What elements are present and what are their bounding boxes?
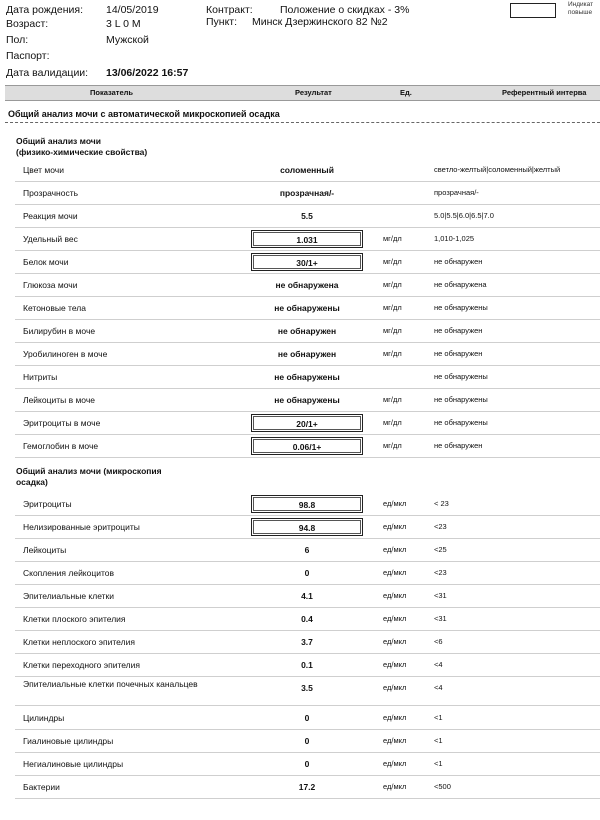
row-result: не обнаружены [274, 303, 340, 313]
passport-label: Паспорт: [6, 50, 50, 62]
row-result: 3.7 [301, 637, 313, 647]
row-divider [15, 319, 600, 320]
table-row [15, 321, 600, 343]
row-unit: ед/мкл [383, 522, 407, 531]
table-row [15, 517, 600, 539]
row-indicator-name: Билирубин в моче [23, 326, 96, 336]
row-result: 94.8 [251, 518, 363, 536]
row-reference: не обнаружен [434, 349, 483, 358]
col-unit: Ед. [400, 88, 412, 97]
row-unit: мг/дл [383, 326, 402, 335]
row-reference: <4 [434, 660, 443, 669]
table-row [15, 229, 600, 251]
row-result: не обнаружена [275, 280, 339, 290]
row-unit: мг/дл [383, 257, 402, 266]
row-indicator-name: Эритроциты в моче [23, 418, 101, 428]
row-result: 0 [304, 713, 310, 723]
row-indicator-name: Лейкоциты [23, 545, 67, 555]
row-reference: <23 [434, 568, 447, 577]
main-title-divider [5, 122, 600, 123]
section2-title-line2: осадка) [16, 477, 48, 487]
main-title: Общий анализ мочи с автоматической микроскопией осадка [8, 109, 280, 119]
section1-title-line2: (физико-химические свойства) [16, 147, 148, 157]
dob-value: 14/05/2019 [106, 4, 159, 16]
row-unit: ед/мкл [383, 782, 407, 791]
row-reference: <31 [434, 614, 447, 623]
row-result: 3.5 [301, 683, 313, 693]
row-indicator-name: Эпителиальные клетки [23, 591, 114, 601]
row-divider [15, 365, 600, 366]
table-row [15, 298, 600, 320]
row-unit: мг/дл [383, 441, 402, 450]
row-unit: ед/мкл [383, 591, 407, 600]
row-divider [15, 227, 600, 228]
row-unit: ед/мкл [383, 713, 407, 722]
table-row [15, 731, 600, 753]
row-reference: <4 [434, 683, 443, 692]
section1-title-line1: Общий анализ мочи [16, 136, 101, 146]
row-result: 98.8 [251, 495, 363, 513]
table-row [15, 777, 600, 799]
table-row [15, 563, 600, 585]
row-indicator-name: Удельный вес [23, 234, 78, 244]
row-indicator-name: Кетоновые тела [23, 303, 86, 313]
row-divider [15, 630, 600, 631]
row-indicator-name: Цилиндры [23, 713, 65, 723]
row-reference: не обнаружена [434, 280, 487, 289]
row-reference: не обнаружены [434, 418, 488, 427]
row-indicator-name: Нелизированные эритроциты [23, 522, 140, 532]
row-indicator-name: Негиалиновые цилиндры [23, 759, 124, 769]
row-result: не обнаружен [277, 326, 337, 336]
validation-date: 13/06/2022 16:57 [106, 67, 189, 79]
row-divider [15, 798, 600, 799]
row-reference: <1 [434, 736, 443, 745]
row-result: 0 [304, 736, 310, 746]
row-indicator-name: Белок мочи [23, 257, 69, 267]
row-unit: мг/дл [383, 234, 402, 243]
row-result: 17.2 [298, 782, 316, 792]
section2-title-line1: Общий анализ мочи (микроскопия [16, 466, 162, 476]
row-divider [15, 434, 600, 435]
table-row [15, 586, 600, 608]
col-result: Результат [295, 88, 332, 97]
table-row [15, 183, 600, 205]
row-unit: ед/мкл [383, 759, 407, 768]
col-indicator: Показатель [90, 88, 134, 97]
row-reference: <1 [434, 759, 443, 768]
row-indicator-name: Эритроциты [23, 499, 72, 509]
row-indicator-name: Глюкоза мочи [23, 280, 78, 290]
row-divider [15, 676, 600, 677]
table-row [15, 390, 600, 412]
sex-label: Пол: [6, 34, 29, 46]
point-value: Минск Дзержинского 82 №2 [252, 16, 388, 28]
section1-title [16, 136, 147, 158]
row-result: 4.1 [301, 591, 313, 601]
table-row [15, 413, 600, 435]
dob-label: Дата рождения: [6, 4, 83, 16]
row-divider [15, 457, 600, 458]
row-divider [15, 607, 600, 608]
row-result: 0.06/1+ [251, 437, 363, 455]
row-divider [15, 538, 600, 539]
row-result: прозрачная/- [279, 188, 335, 198]
row-divider [15, 342, 600, 343]
row-reference: <23 [434, 522, 447, 531]
row-divider [15, 181, 600, 182]
row-result: не обнаружены [274, 372, 340, 382]
table-row [15, 344, 600, 366]
row-result: 30/1+ [251, 253, 363, 271]
contract-value: Положение о скидках - 3% [280, 4, 410, 16]
row-divider [15, 705, 600, 706]
table-row [15, 275, 600, 297]
section2-title [16, 466, 162, 488]
row-result: 6 [304, 545, 310, 555]
table-row [15, 632, 600, 654]
row-reference: прозрачная/- [434, 188, 479, 197]
table-row [15, 678, 600, 706]
row-reference: <6 [434, 637, 443, 646]
row-divider [15, 775, 600, 776]
row-divider [15, 653, 600, 654]
row-indicator-name: Реакция мочи [23, 211, 78, 221]
row-unit: ед/мкл [383, 614, 407, 623]
validation-label: Дата валидации: [6, 67, 89, 79]
row-unit: мг/дл [383, 280, 402, 289]
legend-line-2: повыше [568, 9, 593, 16]
col-reference: Референтный интерва [502, 88, 587, 97]
row-divider [15, 515, 600, 516]
table-row [15, 708, 600, 730]
table-row [15, 540, 600, 562]
legend-line-1: Индикат [568, 1, 594, 8]
row-result: 0.4 [301, 614, 313, 624]
row-reference: <1 [434, 713, 443, 722]
table-row [15, 494, 600, 516]
row-indicator-name: Уробилиноген в моче [23, 349, 108, 359]
table-row [15, 206, 600, 228]
row-result: 1.031 [251, 230, 363, 248]
row-indicator-name: Гемоглобин в моче [23, 441, 99, 451]
row-unit: мг/дл [383, 418, 402, 427]
table-row [15, 367, 600, 389]
age-label: Возраст: [6, 18, 49, 30]
row-unit: ед/мкл [383, 660, 407, 669]
row-reference: < 23 [434, 499, 449, 508]
row-divider [15, 250, 600, 251]
table-row [15, 252, 600, 274]
row-reference: не обнаружен [434, 441, 483, 450]
row-result: не обнаружены [274, 395, 340, 405]
row-reference: не обнаружены [434, 372, 488, 381]
row-reference: 5.0|5.5|6.0|6.5|7.0 [434, 211, 494, 220]
row-indicator-name: Лейкоциты в моче [23, 395, 95, 405]
table-row [15, 754, 600, 776]
row-divider [15, 388, 600, 389]
row-reference: <500 [434, 782, 451, 791]
point-label: Пункт: [206, 16, 238, 28]
row-reference: <31 [434, 591, 447, 600]
table-row [15, 655, 600, 677]
row-unit: ед/мкл [383, 736, 407, 745]
row-divider [15, 411, 600, 412]
row-unit: ед/мкл [383, 637, 407, 646]
row-result: не обнаружен [277, 349, 337, 359]
row-reference: не обнаружен [434, 257, 483, 266]
row-unit: ед/мкл [383, 499, 407, 508]
row-reference: <25 [434, 545, 447, 554]
row-result: 0 [304, 568, 310, 578]
row-divider [15, 204, 600, 205]
age-value: 3 L 0 M [106, 18, 141, 30]
row-indicator-name: Эпителиальные клетки почечных канальцев [23, 679, 198, 689]
row-result: 20/1+ [251, 414, 363, 432]
row-result: 0.1 [301, 660, 313, 670]
row-unit: мг/дл [383, 303, 402, 312]
row-reference: светло-желтый|соломенный|желтый [434, 165, 561, 174]
row-indicator-name: Клетки переходного эпителия [23, 660, 140, 670]
row-divider [15, 729, 600, 730]
row-divider [15, 561, 600, 562]
row-indicator-name: Цвет мочи [23, 165, 64, 175]
table-row [15, 160, 600, 182]
row-unit: ед/мкл [383, 545, 407, 554]
row-result: соломенный [280, 165, 334, 175]
row-indicator-name: Прозрачность [23, 188, 79, 198]
table-row [15, 609, 600, 631]
row-unit: ед/мкл [383, 568, 407, 577]
row-divider [15, 296, 600, 297]
row-indicator-name: Клетки плоского эпителия [23, 614, 126, 624]
contract-label: Контракт: [206, 4, 253, 16]
flag-legend-text [568, 1, 593, 17]
row-result: 5.5 [301, 211, 313, 221]
row-indicator-name: Клетки неплоского эпителия [23, 637, 135, 647]
row-reference: не обнаружен [434, 326, 483, 335]
row-indicator-name: Нитриты [23, 372, 58, 382]
sex-value: Мужской [106, 34, 149, 46]
table-row [15, 436, 600, 458]
row-indicator-name: Бактерии [23, 782, 60, 792]
row-reference: не обнаружены [434, 395, 488, 404]
row-divider [15, 752, 600, 753]
row-divider [15, 273, 600, 274]
row-reference: не обнаружены [434, 303, 488, 312]
row-result: 0 [304, 759, 310, 769]
row-reference: 1,010-1,025 [434, 234, 475, 243]
flag-legend-box [510, 3, 556, 18]
row-indicator-name: Гиалиновые цилиндры [23, 736, 114, 746]
column-header-bar [5, 85, 600, 101]
row-indicator-name: Скопления лейкоцитов [23, 568, 115, 578]
row-divider [15, 584, 600, 585]
row-unit: ед/мкл [383, 683, 407, 692]
row-unit: мг/дл [383, 349, 402, 358]
row-unit: мг/дл [383, 395, 402, 404]
